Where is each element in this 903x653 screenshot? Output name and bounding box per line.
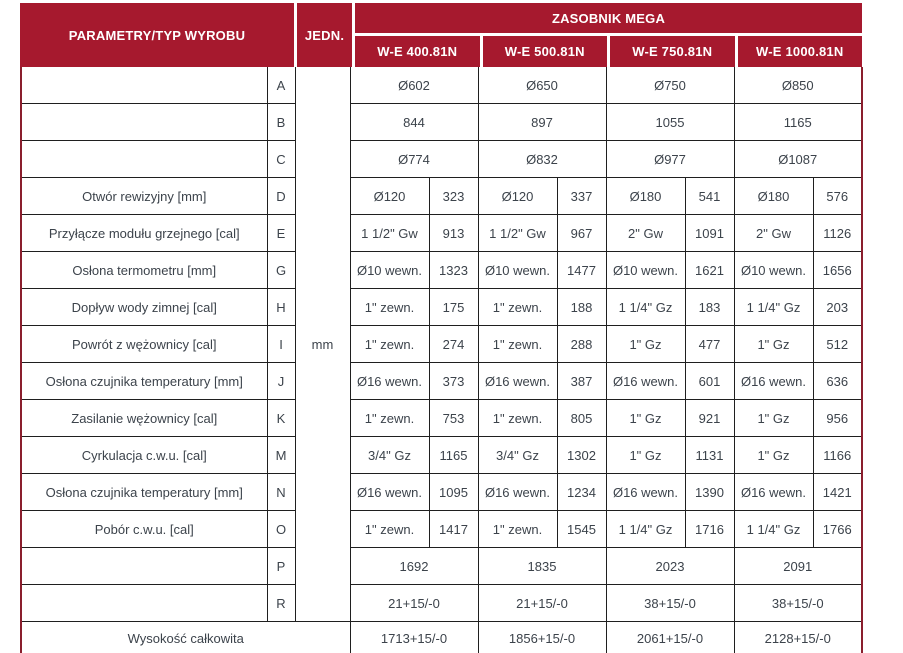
value-number-cell: 921 xyxy=(685,400,734,437)
table-row-r xyxy=(21,585,862,622)
table-row-a xyxy=(21,67,862,104)
value-cell: 1" zewn. xyxy=(350,289,429,326)
value-cell: 1 1/2" Gw xyxy=(478,215,557,252)
table-row-h xyxy=(21,289,862,326)
value-cell: Ø10 wewn. xyxy=(606,252,685,289)
param-label-cell xyxy=(21,585,267,622)
value-cell: 3/4" Gz xyxy=(350,437,429,474)
value-number-cell: 541 xyxy=(685,178,734,215)
value-cell: 844 xyxy=(350,104,478,141)
table-row-c xyxy=(21,141,862,178)
value-cell: 1" zewn. xyxy=(478,326,557,363)
value-cell: 1" zewn. xyxy=(350,400,429,437)
value-number-cell: 1234 xyxy=(557,474,606,511)
row-letter-cell: H xyxy=(267,289,295,326)
value-number-cell: 576 xyxy=(813,178,862,215)
param-label-cell: Otwór rewizyjny [mm] xyxy=(21,178,267,215)
value-cell: 1" zewn. xyxy=(350,326,429,363)
param-label-cell: Dopływ wody zimnej [cal] xyxy=(21,289,267,326)
value-number-cell: 175 xyxy=(429,289,478,326)
param-label-cell xyxy=(21,141,267,178)
value-cell: 1" Gz xyxy=(734,437,813,474)
value-cell: 1" Gz xyxy=(734,400,813,437)
table-row-j xyxy=(21,363,862,400)
row-letter-cell: I xyxy=(267,326,295,363)
value-cell: 2091 xyxy=(734,548,862,585)
value-number-cell: 274 xyxy=(429,326,478,363)
row-letter-cell: O xyxy=(267,511,295,548)
header-model-we-400: W-E 400.81N xyxy=(355,36,480,67)
value-number-cell: 387 xyxy=(557,363,606,400)
header-model-row xyxy=(355,36,862,67)
value-cell: 1" Gz xyxy=(606,437,685,474)
row-letter-cell: D xyxy=(267,178,295,215)
value-cell: 897 xyxy=(478,104,606,141)
value-cell: 2023 xyxy=(606,548,734,585)
table-row-o xyxy=(21,511,862,548)
value-cell: Ø10 wewn. xyxy=(734,252,813,289)
value-cell: 1" zewn. xyxy=(478,400,557,437)
value-number-cell: 1166 xyxy=(813,437,862,474)
value-cell: Ø16 wewn. xyxy=(350,363,429,400)
table-row-g xyxy=(21,252,862,289)
value-cell: Ø832 xyxy=(478,141,606,178)
value-number-cell: 913 xyxy=(429,215,478,252)
value-cell: 1 1/4" Gz xyxy=(734,511,813,548)
row-letter-cell: J xyxy=(267,363,295,400)
header-parameters-title: PARAMETRY/TYP WYROBU xyxy=(20,3,294,67)
value-cell: 1" Gz xyxy=(606,326,685,363)
value-cell: 38+15/-0 xyxy=(606,585,734,622)
value-cell: Ø10 wewn. xyxy=(350,252,429,289)
value-number-cell: 1621 xyxy=(685,252,734,289)
value-number-cell: 1716 xyxy=(685,511,734,548)
row-letter-cell: C xyxy=(267,141,295,178)
row-letter-cell: P xyxy=(267,548,295,585)
param-label-cell: Powrót z wężownicy [cal] xyxy=(21,326,267,363)
value-number-cell: 512 xyxy=(813,326,862,363)
value-cell: Ø120 xyxy=(478,178,557,215)
value-cell: Ø180 xyxy=(734,178,813,215)
value-number-cell: 1656 xyxy=(813,252,862,289)
value-number-cell: 1766 xyxy=(813,511,862,548)
header-model-we-750: W-E 750.81N xyxy=(610,36,735,67)
value-cell: Ø977 xyxy=(606,141,734,178)
value-number-cell: 956 xyxy=(813,400,862,437)
table-row-b xyxy=(21,104,862,141)
value-number-cell: 183 xyxy=(685,289,734,326)
value-cell: 1055 xyxy=(606,104,734,141)
footer-label-cell: Wysokość całkowita xyxy=(21,622,350,653)
value-cell: Ø16 wewn. xyxy=(478,363,557,400)
unit-cell: mm xyxy=(295,67,350,622)
table-row-total-height xyxy=(21,622,862,653)
value-cell: Ø774 xyxy=(350,141,478,178)
header-model-we-1000: W-E 1000.81N xyxy=(738,36,863,67)
value-number-cell: 967 xyxy=(557,215,606,252)
table-row-m xyxy=(21,437,862,474)
header-models-group xyxy=(355,3,862,67)
value-number-cell: 1165 xyxy=(429,437,478,474)
param-label-cell: Zasilanie wężownicy [cal] xyxy=(21,400,267,437)
value-cell: 1" Gz xyxy=(606,400,685,437)
param-label-cell: Przyłącze modułu grzejnego [cal] xyxy=(21,215,267,252)
value-number-cell: 1302 xyxy=(557,437,606,474)
value-number-cell: 1323 xyxy=(429,252,478,289)
param-label-cell xyxy=(21,548,267,585)
value-number-cell: 1095 xyxy=(429,474,478,511)
value-cell: Ø850 xyxy=(734,67,862,104)
value-number-cell: 337 xyxy=(557,178,606,215)
table-row-e xyxy=(21,215,862,252)
value-number-cell: 601 xyxy=(685,363,734,400)
value-number-cell: 323 xyxy=(429,178,478,215)
value-number-cell: 1545 xyxy=(557,511,606,548)
row-letter-cell: A xyxy=(267,67,295,104)
value-cell: 3/4" Gz xyxy=(478,437,557,474)
spec-table xyxy=(20,3,862,653)
value-cell: 1692 xyxy=(350,548,478,585)
value-number-cell: 753 xyxy=(429,400,478,437)
value-cell: Ø10 wewn. xyxy=(478,252,557,289)
row-letter-cell: N xyxy=(267,474,295,511)
value-number-cell: 477 xyxy=(685,326,734,363)
param-label-cell: Osłona czujnika temperatury [mm] xyxy=(21,474,267,511)
value-cell: 1" zewn. xyxy=(478,511,557,548)
header-unit-title: JEDN. xyxy=(297,3,352,67)
value-cell: 1 1/4" Gz xyxy=(606,289,685,326)
value-cell: 1835 xyxy=(478,548,606,585)
table-header xyxy=(20,3,862,67)
value-number-cell: 636 xyxy=(813,363,862,400)
value-number-cell: 373 xyxy=(429,363,478,400)
param-label-cell xyxy=(21,104,267,141)
value-cell: 1 1/2" Gw xyxy=(350,215,429,252)
value-cell: 21+15/-0 xyxy=(350,585,478,622)
value-cell: Ø16 wewn. xyxy=(478,474,557,511)
value-number-cell: 288 xyxy=(557,326,606,363)
value-number-cell: 1091 xyxy=(685,215,734,252)
value-cell: 1 1/4" Gz xyxy=(734,289,813,326)
value-cell: 1856+15/-0 xyxy=(478,622,606,653)
value-cell: 1165 xyxy=(734,104,862,141)
table-row-d xyxy=(21,178,862,215)
table-row-i xyxy=(21,326,862,363)
value-cell: 2128+15/-0 xyxy=(734,622,862,653)
row-letter-cell: B xyxy=(267,104,295,141)
value-cell: Ø602 xyxy=(350,67,478,104)
table-row-n xyxy=(21,474,862,511)
value-cell: 1" zewn. xyxy=(478,289,557,326)
value-cell: 38+15/-0 xyxy=(734,585,862,622)
value-number-cell: 1126 xyxy=(813,215,862,252)
value-cell: Ø750 xyxy=(606,67,734,104)
value-number-cell: 805 xyxy=(557,400,606,437)
param-label-cell: Osłona czujnika temperatury [mm] xyxy=(21,363,267,400)
value-cell: 2" Gw xyxy=(734,215,813,252)
value-cell: Ø16 wewn. xyxy=(734,474,813,511)
value-cell: Ø16 wewn. xyxy=(606,474,685,511)
value-cell: 1713+15/-0 xyxy=(350,622,478,653)
param-label-cell: Pobór c.w.u. [cal] xyxy=(21,511,267,548)
header-model-we-500: W-E 500.81N xyxy=(483,36,608,67)
value-number-cell: 1477 xyxy=(557,252,606,289)
value-cell: Ø180 xyxy=(606,178,685,215)
param-label-cell xyxy=(21,67,267,104)
spec-table-body xyxy=(20,67,863,653)
param-label-cell: Cyrkulacja c.w.u. [cal] xyxy=(21,437,267,474)
value-number-cell: 203 xyxy=(813,289,862,326)
table-row-p xyxy=(21,548,862,585)
param-label-cell: Osłona termometru [mm] xyxy=(21,252,267,289)
table-row-k xyxy=(21,400,862,437)
value-cell: 21+15/-0 xyxy=(478,585,606,622)
value-number-cell: 1131 xyxy=(685,437,734,474)
row-letter-cell: E xyxy=(267,215,295,252)
value-cell: Ø120 xyxy=(350,178,429,215)
value-cell: 1" Gz xyxy=(734,326,813,363)
header-group-title: ZASOBNIK MEGA xyxy=(355,3,862,33)
value-cell: Ø16 wewn. xyxy=(606,363,685,400)
row-letter-cell: R xyxy=(267,585,295,622)
row-letter-cell: M xyxy=(267,437,295,474)
value-cell: Ø16 wewn. xyxy=(350,474,429,511)
value-cell: Ø1087 xyxy=(734,141,862,178)
value-cell: Ø16 wewn. xyxy=(734,363,813,400)
value-number-cell: 1417 xyxy=(429,511,478,548)
row-letter-cell: G xyxy=(267,252,295,289)
value-cell: Ø650 xyxy=(478,67,606,104)
value-cell: 2" Gw xyxy=(606,215,685,252)
value-cell: 1 1/4" Gz xyxy=(606,511,685,548)
value-cell: 1" zewn. xyxy=(350,511,429,548)
value-number-cell: 1390 xyxy=(685,474,734,511)
row-letter-cell: K xyxy=(267,400,295,437)
value-number-cell: 1421 xyxy=(813,474,862,511)
value-number-cell: 188 xyxy=(557,289,606,326)
value-cell: 2061+15/-0 xyxy=(606,622,734,653)
